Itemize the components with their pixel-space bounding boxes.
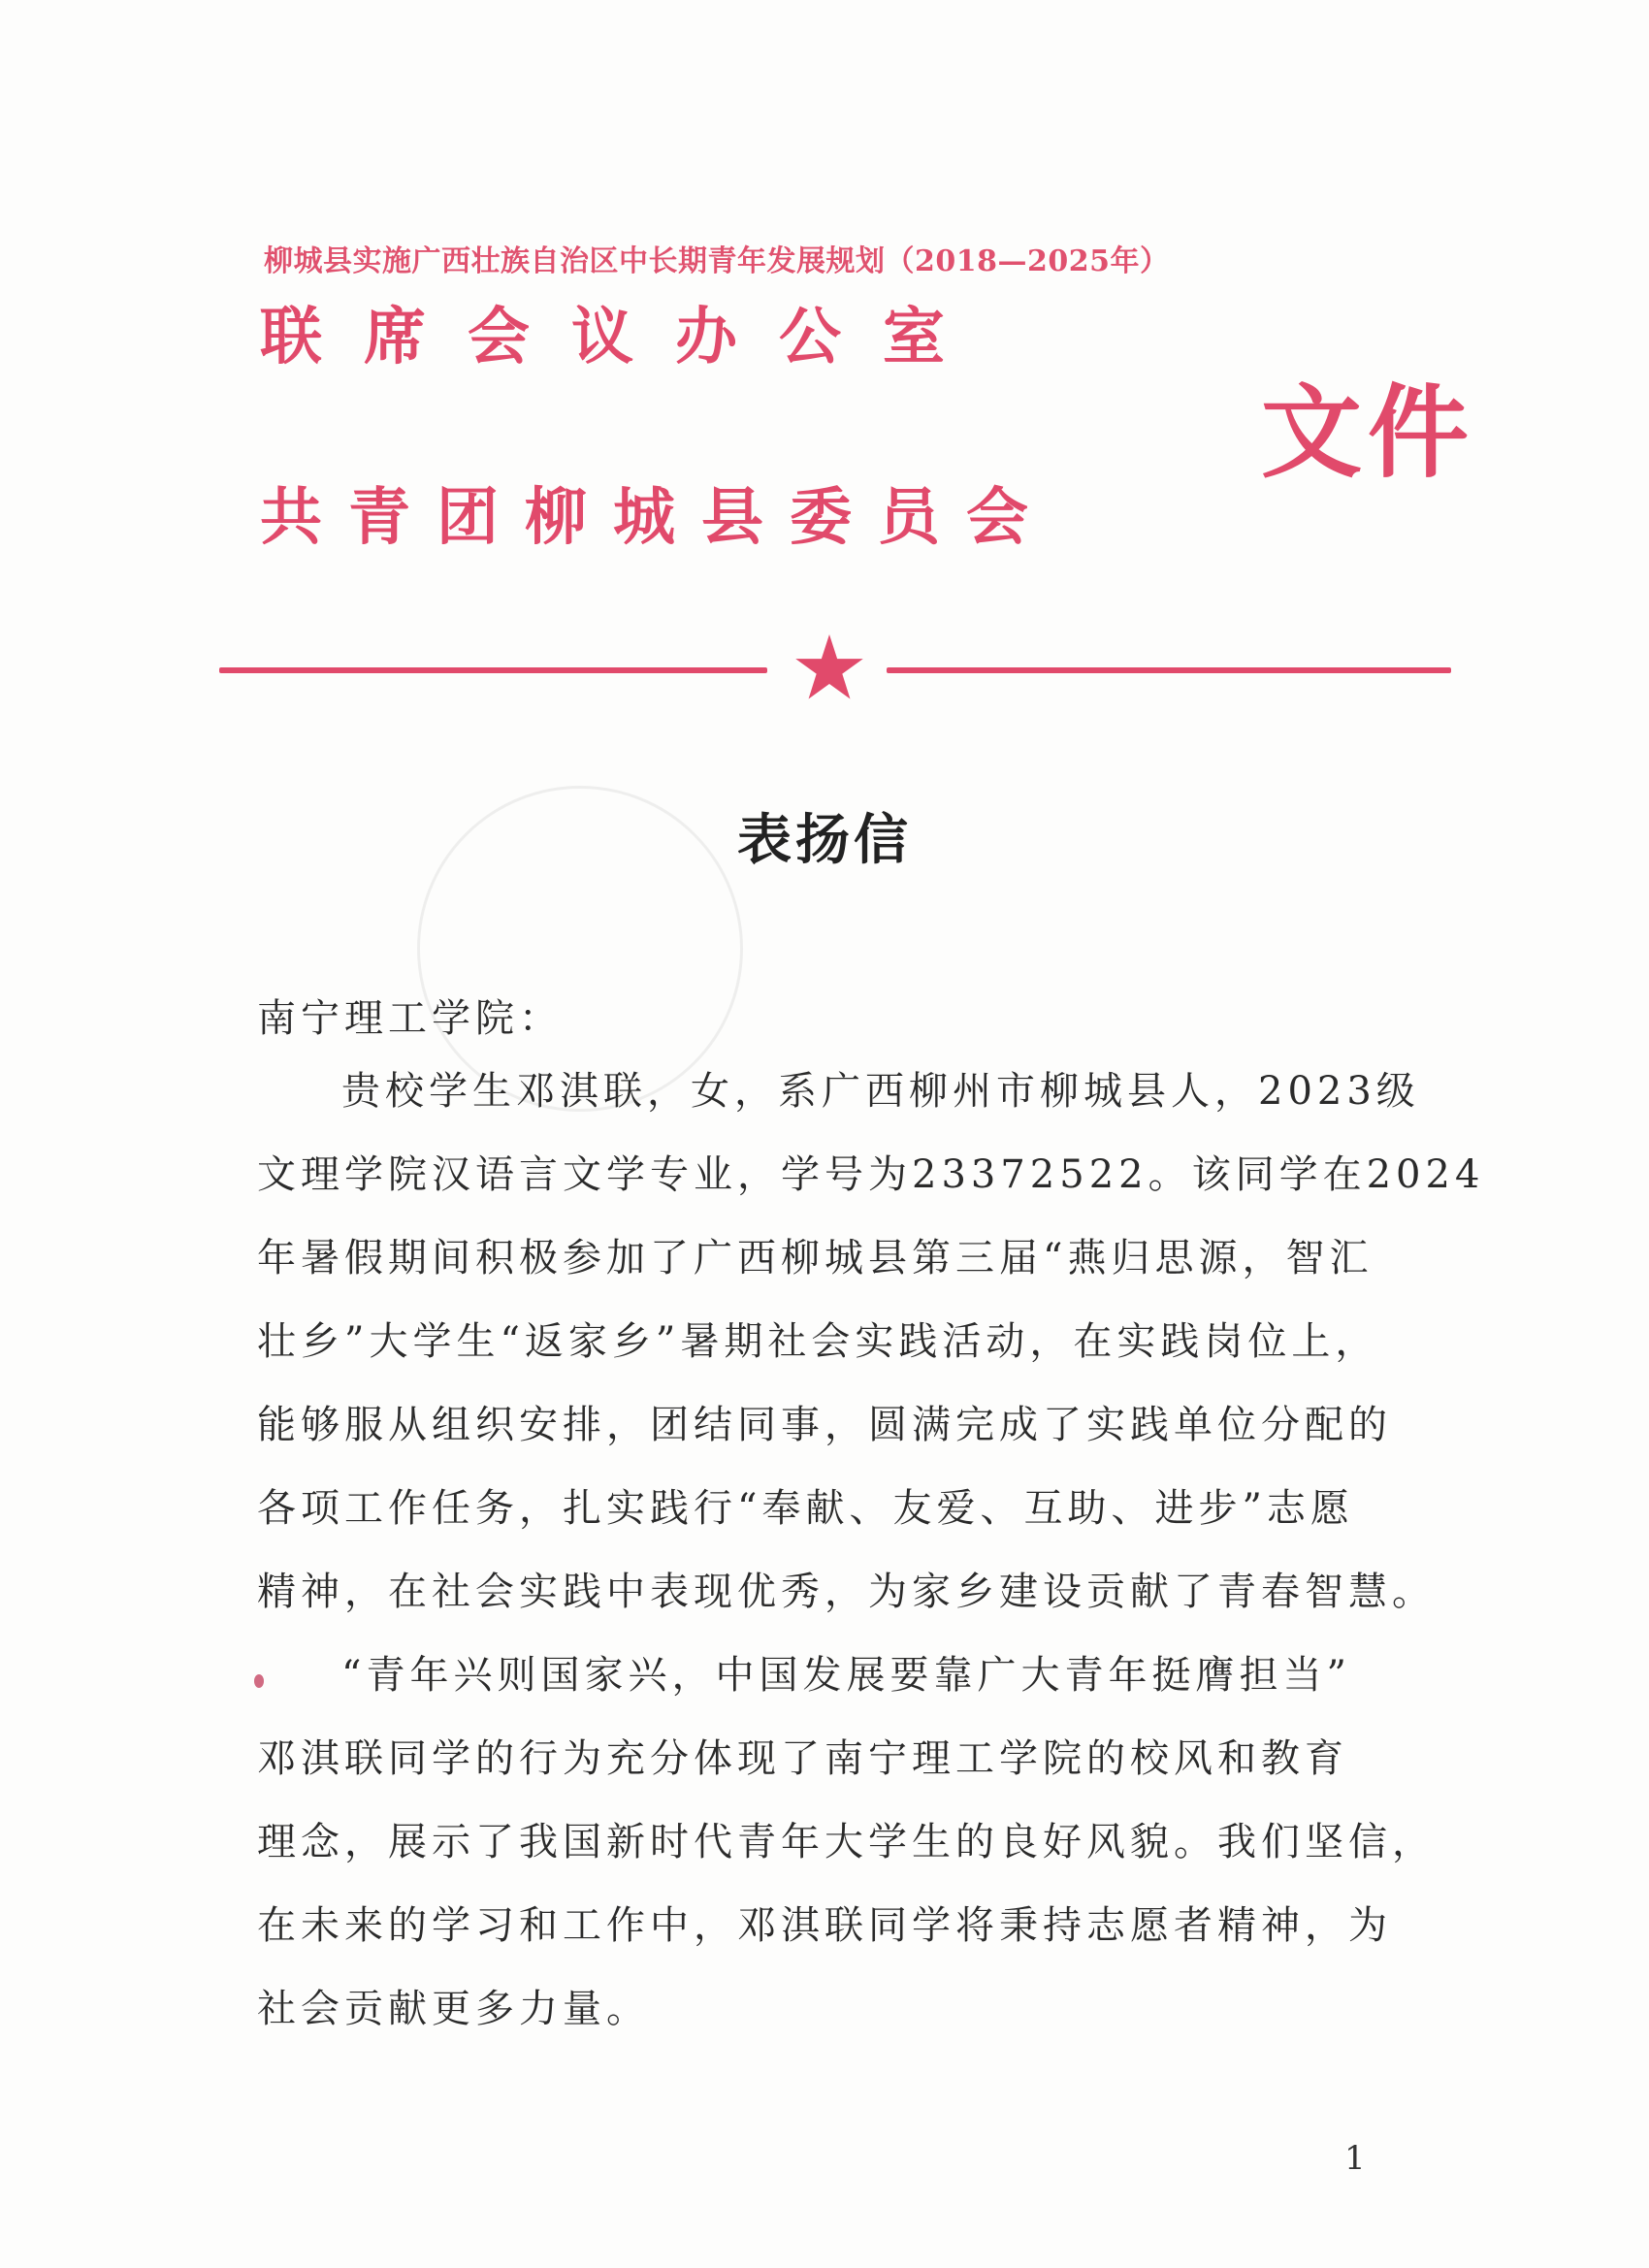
body-line: 理念，展示了我国新时代青年大学生的良好风貌。我们坚信，: [257, 1820, 1436, 1864]
header-divider-right: [887, 667, 1451, 673]
body-line: 能够服从组织安排，团结同事，圆满完成了实践单位分配的: [257, 1403, 1392, 1447]
letter-title: 表扬信: [737, 808, 912, 872]
header-divider-left: [219, 667, 767, 673]
header-org-line1: 联席会议办公室: [260, 301, 986, 373]
header-subtitle: 柳城县实施广西壮族自治区中长期青年发展规划（2018—2025年）: [264, 244, 1170, 278]
body-line: 年暑假期间积极参加了广西柳城县第三届“燕归思源，智汇: [257, 1236, 1374, 1280]
letter-salutation: 南宁理工学院：: [257, 996, 563, 1041]
body-line: 壮乡”大学生“返家乡”暑期社会实践活动，在实践岗位上，: [257, 1319, 1379, 1364]
body-line: 在未来的学习和工作中，邓淇联同学将秉持志愿者精神，为: [257, 1903, 1392, 1948]
header-org-line2: 共青团柳城县委员会: [260, 481, 1054, 554]
page-number: 1: [1344, 2139, 1366, 2178]
body-line: 文理学院汉语言文学专业，学号为23372522。该同学在2024: [257, 1152, 1485, 1197]
body-line: 精神，在社会实践中表现优秀，为家乡建设贡献了青春智慧。: [257, 1570, 1436, 1614]
body-line: “青年兴则国家兴，中国发展要靠广大青年挺膺担当”: [341, 1653, 1351, 1698]
ink-speck: [254, 1674, 264, 1688]
star-icon: [793, 632, 865, 703]
body-line: 邓淇联同学的行为充分体现了南宁理工学院的校风和教育: [257, 1736, 1348, 1781]
body-line: 贵校学生邓淇联，女，系广西柳州市柳城县人，2023级: [341, 1069, 1420, 1114]
body-line: 社会贡献更多力量。: [257, 1987, 650, 2031]
body-line: 各项工作任务，扎实践行“奉献、友爱、互助、进步”志愿: [257, 1486, 1354, 1531]
header-doc-label: 文件: [1261, 373, 1475, 492]
